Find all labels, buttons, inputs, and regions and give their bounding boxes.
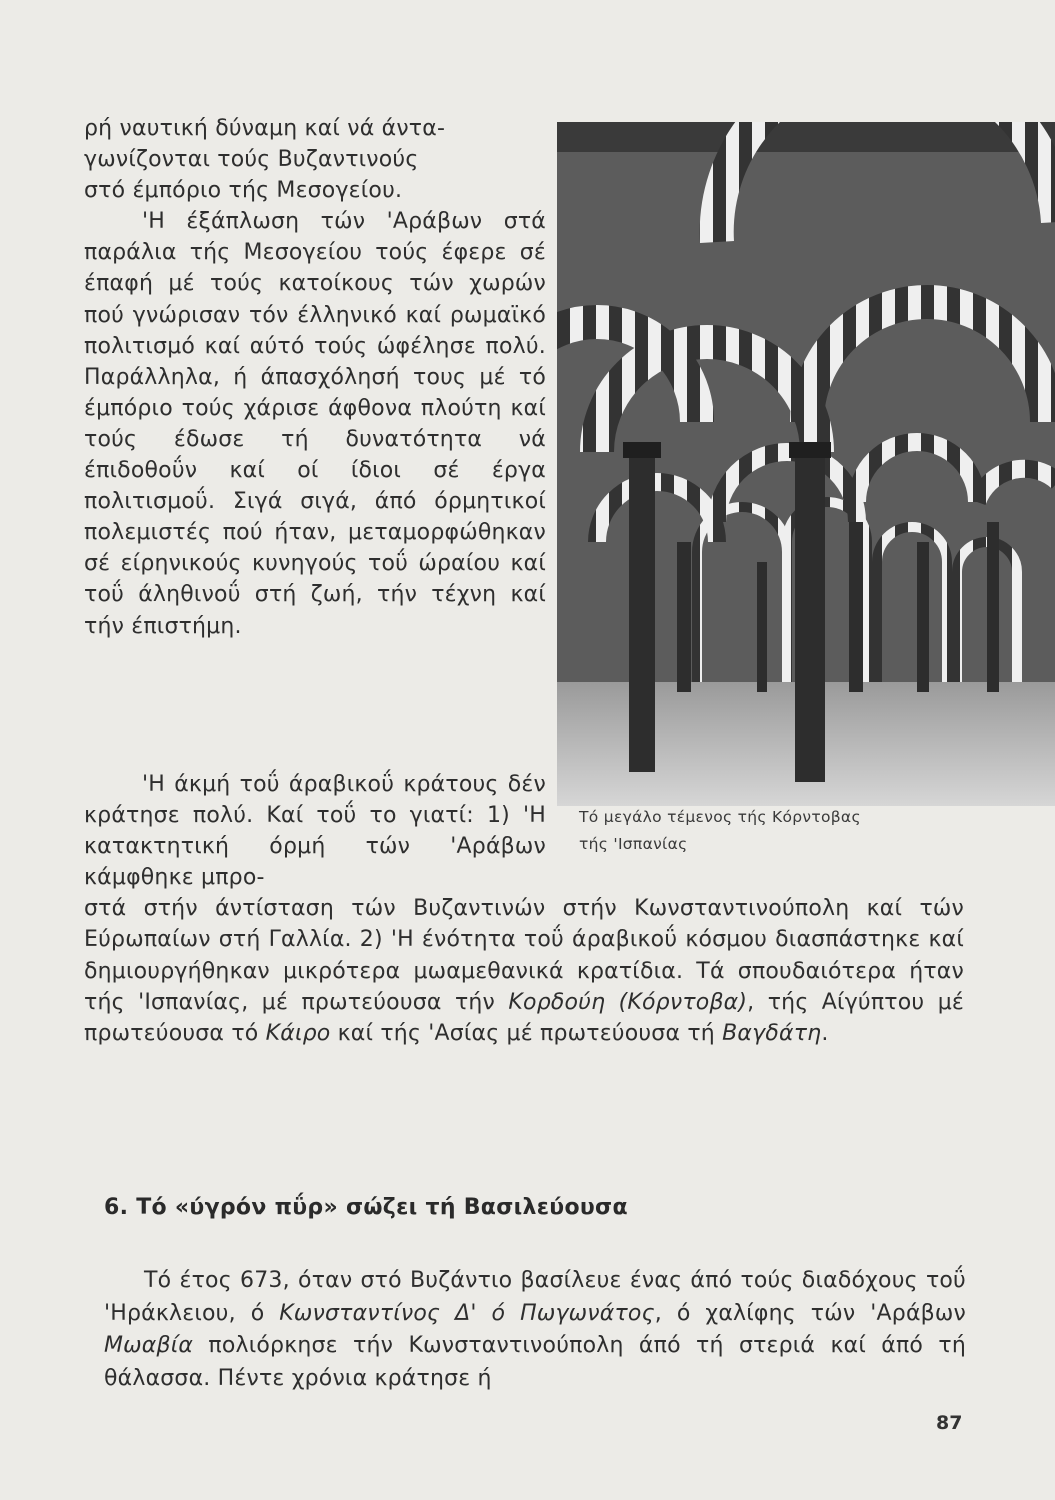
text-run: , τής Αίγύπτου μέ πρωτεύουσα τό <box>84 989 964 1046</box>
page-number: 87 <box>936 1412 963 1434</box>
paragraph-wide <box>84 893 964 1048</box>
place-name: Βαγδάτη <box>722 1020 822 1046</box>
person-name: Μωαβία <box>104 1333 194 1358</box>
text-run: . <box>821 1020 829 1046</box>
paragraph: 'Η έξάπλωση τών 'Αράβων στά παράλια τής Μεσογείου τούς έφερε σέ έπαφή μέ τούς κατοίκους τών χωρών πού γνώρισαν τόν έλληνικό καί ρωμαϊκό πολιτισμό καί αύτό τούς ώφέλησε πολύ. Παράλληλα, ή άπασχόλησή τους μέ τό έμπόριο τούς χάρισε άφθονα πλούτη καί τούς έδωσε τή δυνατότητα νά έπιδοθοΰν καί οί ίδιοι σέ έργα πολιτισμοΰ. Σιγά σιγά, άπό όρμητικοί πολεμιστές πού ήταν, μεταμορφώθηκαν σέ είρηνικούς κυνηγούς τοΰ ώραίου καί τοΰ άληθινοΰ στή ζωή, τήν τέχνη καί τήν έπιστήμη. <box>84 209 546 639</box>
photo-graphic <box>557 122 1055 806</box>
mosque-photo <box>557 122 1055 806</box>
caption-line: Τό μεγάλο τέμενος τής Κόρντοβας <box>579 808 861 826</box>
left-column-text <box>84 113 546 642</box>
text-run: καί τής 'Ασίας μέ πρωτεύουσα τή <box>330 1020 723 1046</box>
paragraph <box>104 1265 966 1395</box>
caption-line: τής 'Ισπανίας <box>579 835 688 853</box>
text-run: Τό έτος 673, όταν στό Βυζάντιο βασίλευε ένας άπό τούς διαδόχους τοΰ 'Ηράκλειου, ό <box>104 1268 966 1326</box>
text-line: στό έμπόριο τής Μεσογείου. <box>84 178 403 204</box>
section-heading: 6. Τό «ύγρόν πΰρ» σώζει τή Βασιλεύουσα <box>104 1195 628 1220</box>
text-run: , ό χαλίφης τών 'Αράβων <box>654 1300 966 1326</box>
person-name: Κωνσταντίνος Δ' ό Πωγωνάτος <box>279 1300 655 1326</box>
place-name: Κάιρο <box>265 1020 331 1046</box>
place-name: Κορδούη (Κόρντοβα) <box>508 989 748 1015</box>
paragraph-narrow: 'Η άκμή τοΰ άραβικοΰ κράτους δέν κράτησε πολύ. Καί τοΰ το γιατί: 1) 'Η κατακτητική όρμή τών 'Αράβων κάμφθηκε μπρο- <box>84 772 546 891</box>
text-run: πολιόρκησε τήν Κωνσταντινούπολη άπό τή στεριά καί άπό τή θάλασσα. Πέντε χρόνια κράτησε ή <box>104 1333 966 1391</box>
text-run: στά στήν άντίσταση τών Βυζαντινών στήν Κωνσταντινούπολη καί τών Εύρωπαίων στή Γαλλία. 2) 'Η ένότητα τοΰ άραβικοΰ κόσμου διασπάστηκε καί δημιουργήθηκαν μικρότερα μωαμεθανικά κρατίδια. Τά σπουδαιότερα ήταν τής 'Ισπανίας, μέ πρωτεύουσα τήν <box>84 896 964 1015</box>
section-body <box>104 1265 966 1395</box>
continuation-text <box>84 769 964 1049</box>
text-line: ρή ναυτική δύναμη καί νά άντα- <box>84 116 446 141</box>
text-line: γωνίζονται τούς Βυζαντινούς <box>84 147 419 173</box>
